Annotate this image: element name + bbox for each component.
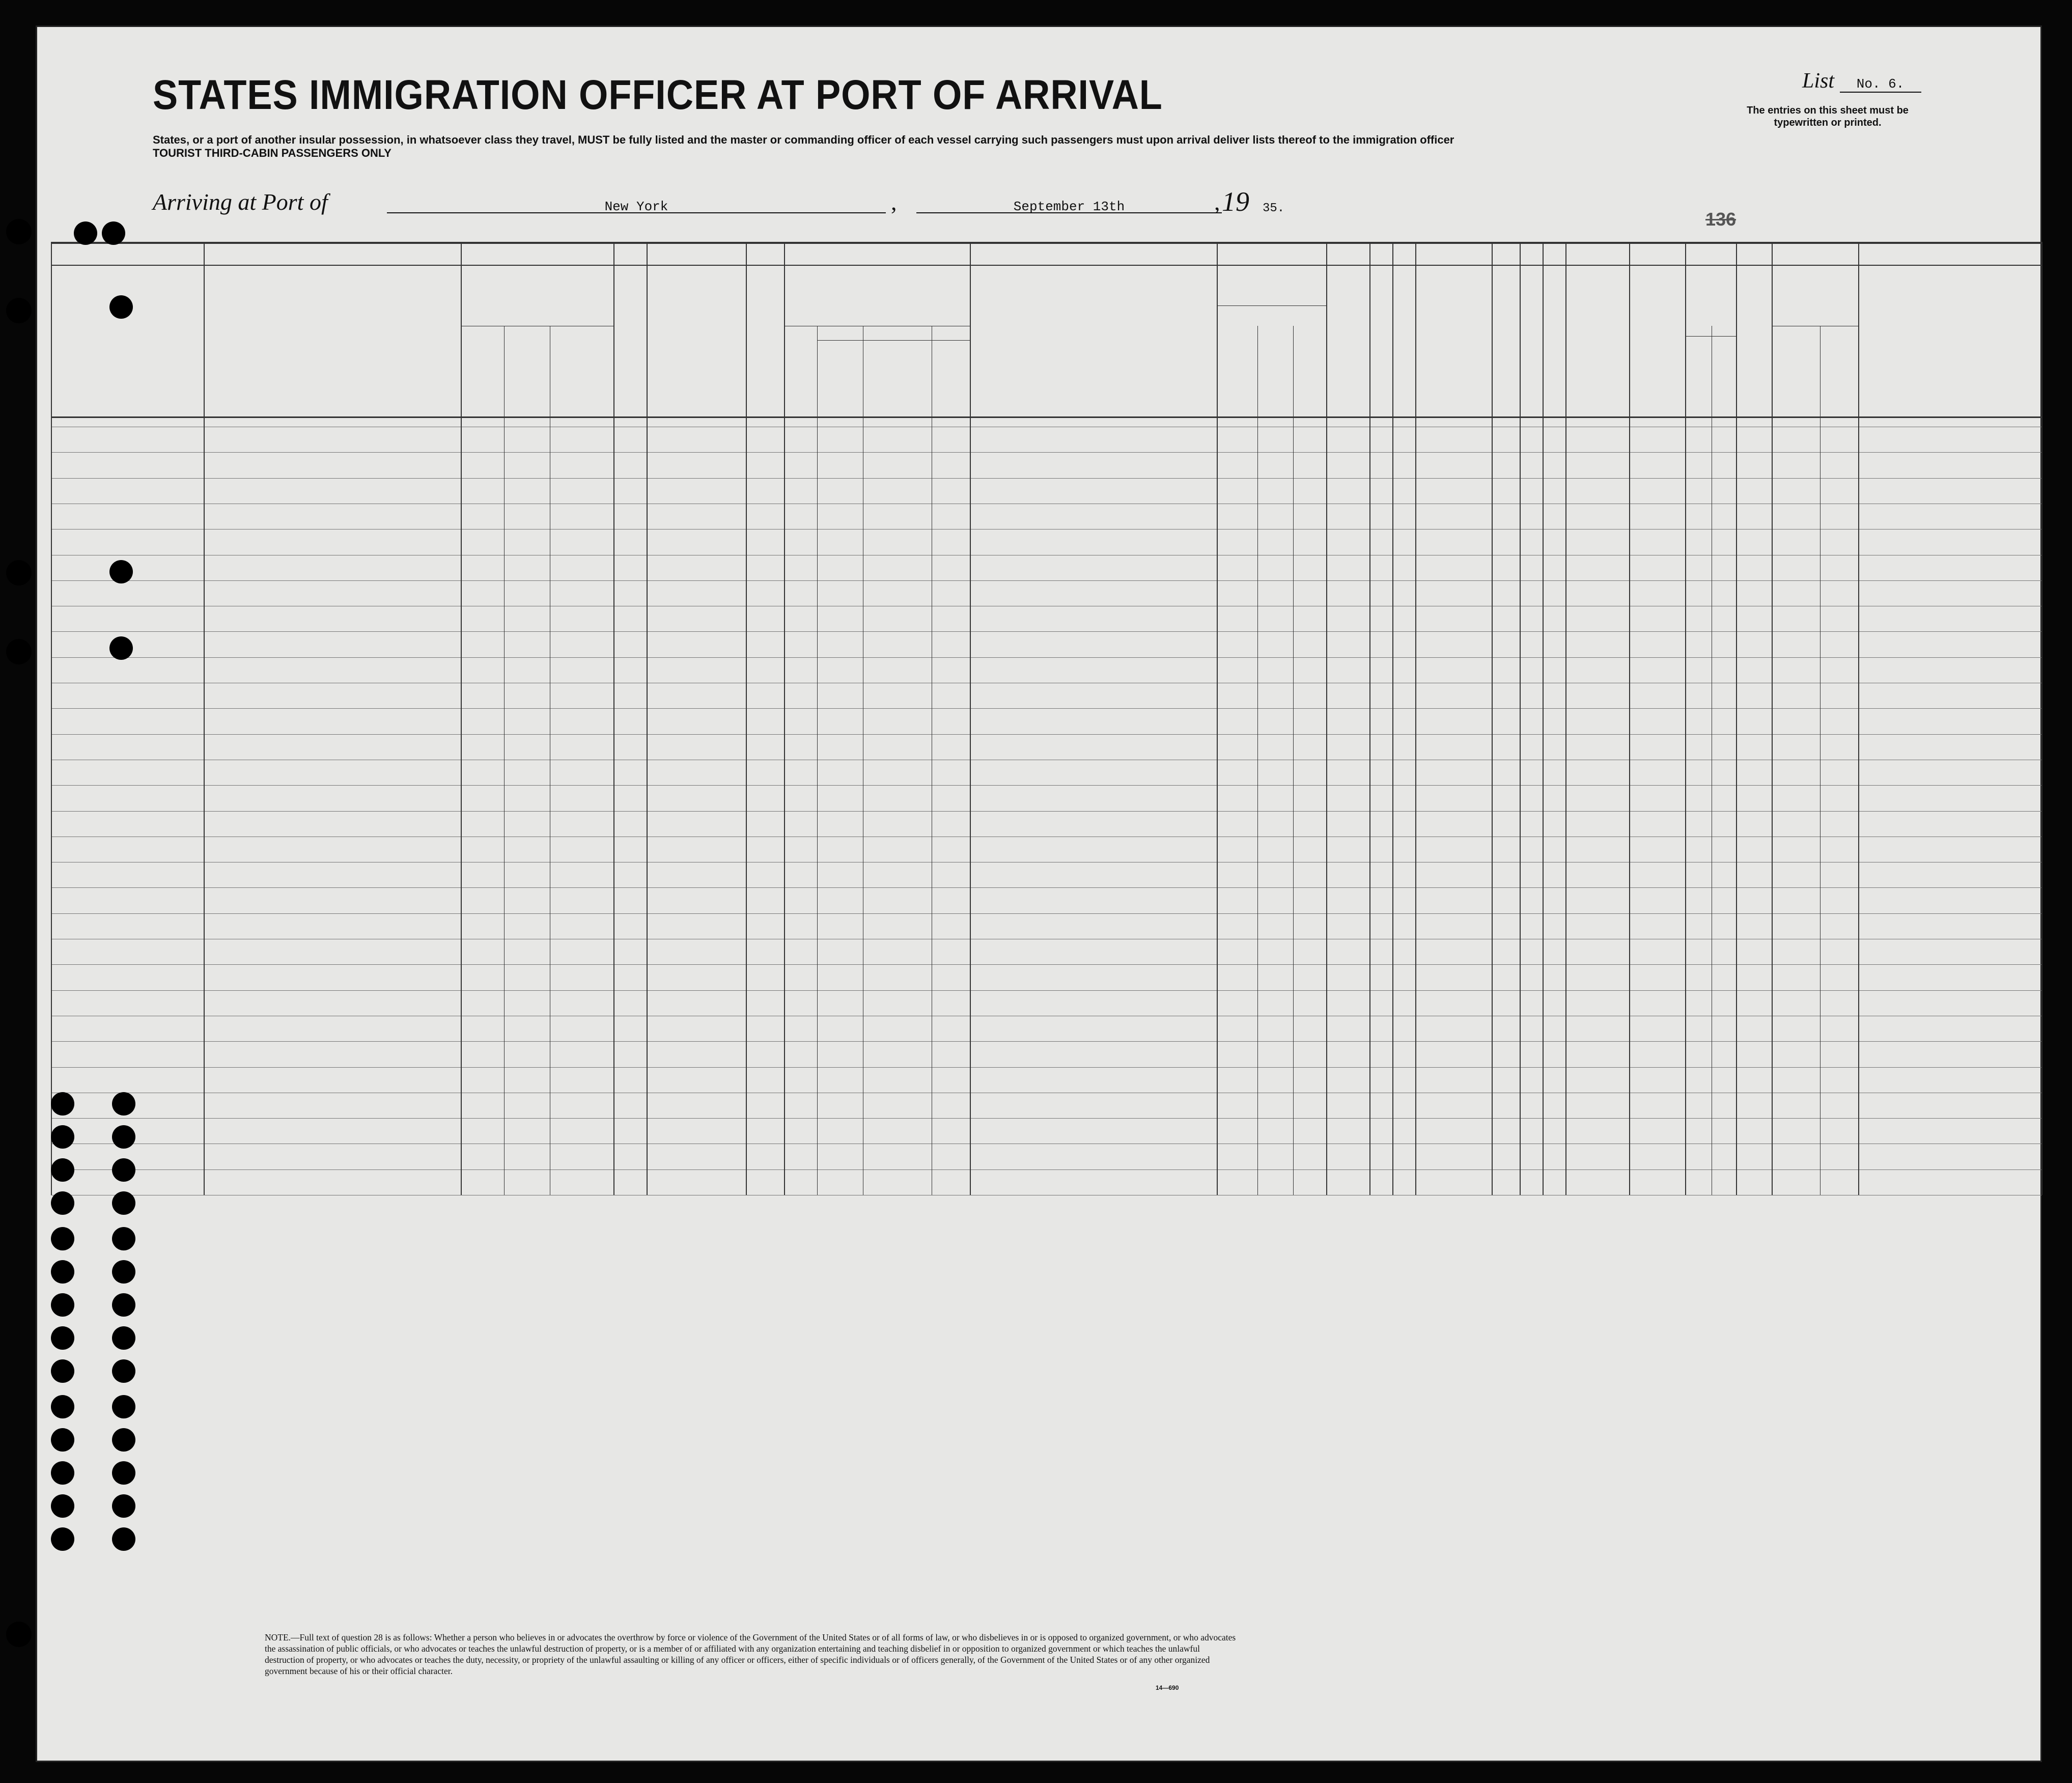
table-top-rule [51,242,2041,244]
binder-hole [6,1622,32,1647]
subcolumn-rule [1257,326,1258,1195]
row-rule [51,1067,2041,1068]
subheader-18-state [506,367,549,382]
column-header-33 [1632,303,1682,413]
column-rule [1520,242,1521,1195]
list-label: List [1802,69,1835,93]
column-rule [1392,242,1393,1195]
subcolumn-rule [613,326,614,1195]
subheader-22-date [933,356,969,397]
header-bottom-rule [51,416,2041,418]
subheader-rule [1685,336,1736,337]
punch-hole [51,1191,74,1215]
subheader-36-0 [1772,369,1820,381]
row-rule [51,1169,2041,1170]
punch-hole [109,560,133,583]
row-rule [51,990,2041,991]
row-rule [51,1118,2041,1119]
subcolumn-rule [504,326,505,1195]
column-header-23 [973,303,1214,413]
subcolumn-rule [817,326,818,1195]
punch-hole [51,1461,74,1485]
punch-hole [51,1293,74,1317]
year-suffix: 35. [1263,202,1285,215]
subheader-18-foreign [462,331,503,412]
subheader-rule [817,340,970,341]
punch-hole [112,1125,135,1149]
subheader-24-0 [1219,310,1255,414]
column-header-26 [1371,272,1390,413]
punch-hole [51,1395,74,1418]
binder-hole [6,639,32,664]
punch-hole [112,1191,135,1215]
punch-hole [51,1158,74,1182]
subheader-22-sub [787,308,967,323]
row-rule [51,1041,2041,1042]
column-header-29 [1494,272,1518,413]
punch-hole [51,1092,74,1116]
punch-hole [51,1527,74,1551]
column-rule [1415,242,1416,1195]
punch-hole [112,1326,135,1350]
column-header-37 [1861,303,2038,413]
binder-hole [6,560,32,586]
row-rule [51,478,2041,479]
page-title: STATES IMMIGRATION OFFICER AT PORT OF ARRIVAL [153,72,1163,118]
column-header-21 [748,272,782,413]
punch-hole [102,221,125,245]
column-header-28 [1417,272,1490,413]
punch-hole [112,1293,135,1317]
column-rule [647,242,648,1195]
subcolumn-rule [1293,326,1294,1195]
header-instructions: States, or a port of another insular possession, in whatsoever class they travel, MUST be fully listed and the master or commanding officer of each vessel carrying such passengers must upon arrival deliver lists thereof to the immigration officer [153,133,1454,146]
column-rule [204,242,205,1195]
column-header-17 [207,303,458,413]
subheader-18-usa [506,331,612,351]
year-prefix: 19 [1222,186,1249,217]
column-rule [2041,242,2042,1195]
column-rule [1217,242,1218,1195]
subcolumn-rule [1820,326,1821,1195]
row-rule [51,964,2041,965]
punch-hole [51,1359,74,1383]
row-rule [51,657,2041,658]
binder-hole [6,219,32,244]
punch-hole [112,1494,135,1518]
row-rule [51,631,2041,632]
row-rule [51,913,2041,914]
column-rule [1369,242,1370,1195]
punch-hole [112,1158,135,1182]
punch-hole [109,636,133,660]
subheader-22-where [864,364,931,379]
subheader-18-sub [464,295,610,316]
subcolumn-rule [1326,326,1327,1195]
subcolumn-rule [1858,326,1859,1195]
column-header-27 [1394,272,1413,413]
question-28-note: NOTE.—Full text of question 28 is as follows: Whether a person who believes in or advocates the overthrow by force or violence of the Government of the United States or of all forms of law, or who disbelieves in or is opposed to organized government, or who advocates the assassination of public officials, or who advocates or teaches the unlawful destruction of property, or is a member of or affiliated with any organization entertaining and teaching disbelief in or opposition to organized government or which teaches the unlawful destruction of property, or who advocates or teaches the duty, necessity, or propriety of the unlawful assaulting or killing of any officer or officers, either of specific individuals or of officers generally, of the Government of the United States or of any other organized government because of his or their official character. [265,1632,1236,1676]
punch-hole [112,1527,135,1551]
column-header-32 [1569,303,1626,413]
punch-hole [51,1260,74,1284]
punch-hole [74,221,97,245]
column-rule [1492,242,1493,1195]
punch-hole [112,1260,135,1284]
punch-hole [51,1125,74,1149]
punch-hole [112,1395,135,1418]
subheader-24-2 [1295,310,1324,414]
subheader-22-ifyes [820,328,967,340]
punch-hole [112,1359,135,1383]
punch-hole [112,1428,135,1452]
column-header-30 [1522,272,1541,413]
row-rule [51,887,2041,888]
column-header-34 [1687,272,1734,308]
form-number: 14—690 [1156,1684,1179,1691]
punch-hole [51,1428,74,1452]
subheader-22-yesno [785,356,817,387]
column-rule [746,242,747,1195]
column-header-19 [615,272,645,413]
column-header-22 [786,272,968,308]
subheader-22-year [819,356,862,397]
subheader-24-1 [1259,310,1291,414]
column-header-25 [1328,272,1367,413]
list-number-value: No. 6. [1840,76,1921,93]
column-rule [1629,242,1630,1195]
comma-2: , [1214,189,1220,215]
punch-hole [112,1092,135,1116]
column-header-36 [1774,272,1856,308]
subheader-36-1 [1820,369,1858,381]
row-rule [51,529,2041,530]
row-rule [51,580,2041,581]
column-header-24 [1219,272,1324,303]
punch-hole [112,1227,135,1250]
row-rule [51,785,2041,786]
punch-hole [51,1227,74,1250]
subheader-rule [1217,305,1326,306]
punch-hole [51,1326,74,1350]
punch-hole [109,295,133,319]
row-rule [51,811,2041,812]
arriving-label: Arriving at Port of [153,189,328,215]
row-rule [51,734,2041,735]
row-rule [51,452,2041,453]
subheader-34-0 [1689,356,1707,407]
column-header-16 [54,303,201,413]
subheader-34-1 [1716,356,1732,407]
typewritten-note: The entries on this sheet must be typewritten or printed. [1747,105,1909,128]
column-rule [51,242,52,1195]
column-rule [1565,242,1566,1195]
column-rule [1685,242,1686,1195]
column-rule [1543,242,1544,1195]
port-field: New York [387,201,886,213]
sheet-number: 136 [1705,209,1737,230]
date-field: September 13th [916,201,1222,213]
column-rule [1772,242,1773,1195]
row-rule [51,708,2041,709]
subcolumn-rule [1736,326,1737,1195]
passenger-class-line: TOURIST THIRD-CABIN PASSENGERS ONLY [153,147,391,159]
column-header-31 [1545,272,1563,413]
subheader-18-city [551,367,612,382]
punch-hole [51,1494,74,1518]
column-number-rule [51,265,2041,266]
comma-1: , [891,189,897,215]
column-header-35 [1739,303,1769,413]
binder-hole [6,298,32,323]
subheader-20-sub [652,346,741,412]
punch-hole [112,1461,135,1485]
